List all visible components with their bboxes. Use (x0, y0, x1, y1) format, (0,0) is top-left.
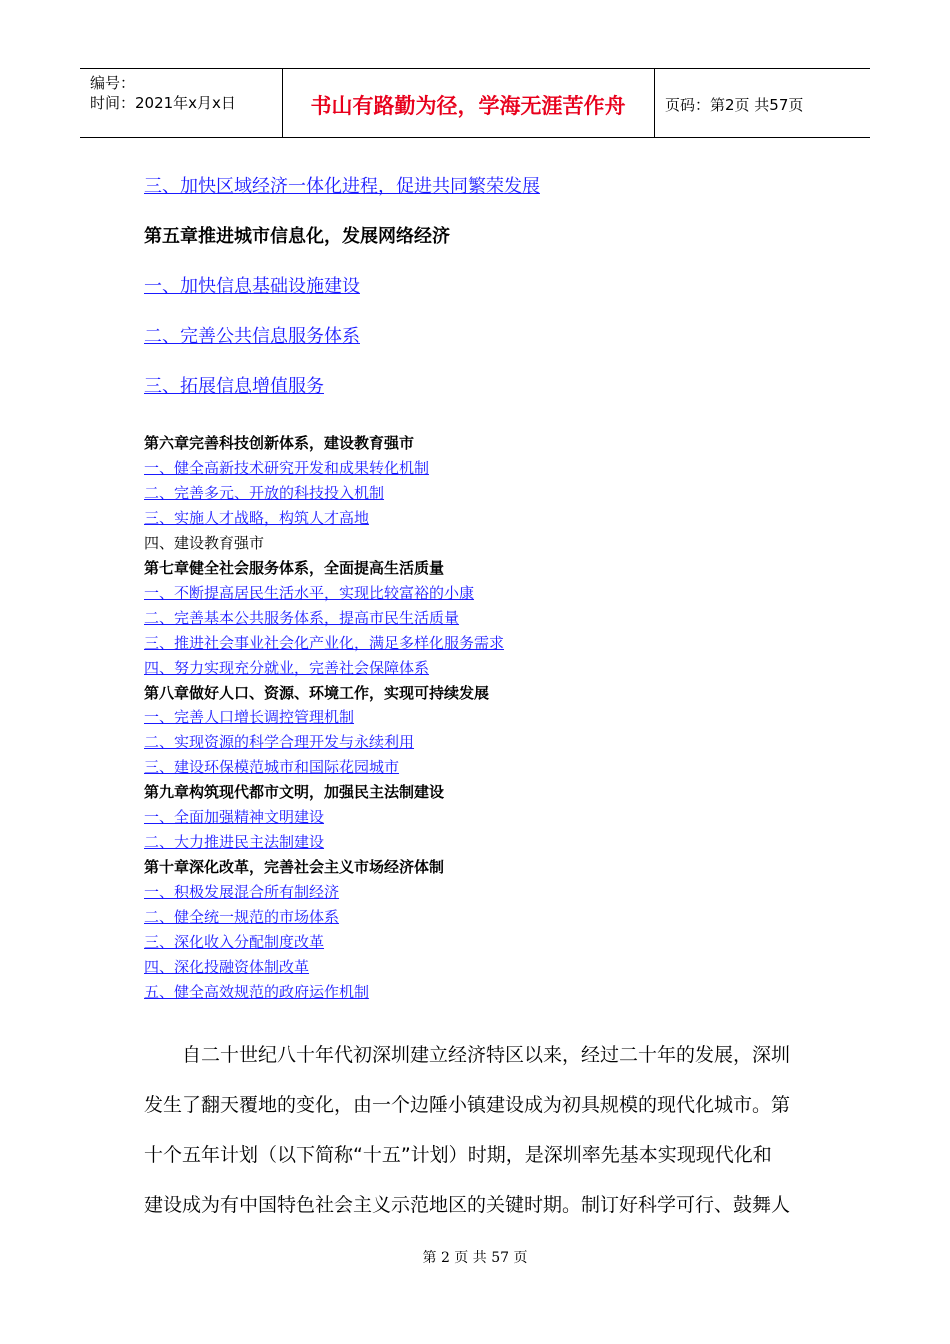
toc-chapter-heading: 第七章健全社会服务体系，全面提高生活质量 (144, 558, 445, 577)
toc-link[interactable]: 三、深化收入分配制度改革 (144, 933, 325, 951)
motto-text: 书山有路勤为径，学海无涯苦作舟 (310, 93, 626, 118)
toc-link[interactable]: 三、实施人才战略，构筑人才高地 (144, 508, 370, 527)
toc-link[interactable]: 一、加快信息基础设施建设 (144, 276, 360, 297)
serial-label: 编号： (90, 74, 136, 92)
toc-link[interactable]: 三、推进社会事业社会化产业化，满足多样化服务需求 (144, 633, 505, 652)
page-footer: 第 2 页 共 57 页 (422, 1250, 528, 1266)
header-meta-cell (80, 69, 283, 137)
toc-link[interactable]: 二、健全统一规范的市场体系 (144, 908, 340, 927)
paragraph-line: 建设成为有中国特色社会主义示范地区的关键时期。制订好科学可行、鼓舞人 (144, 1194, 791, 1216)
toc-link[interactable]: 四、努力实现充分就业，完善社会保障体系 (144, 658, 430, 677)
toc-link[interactable]: 二、完善基本公共服务体系，提高市民生活质量 (144, 608, 460, 627)
toc-link[interactable]: 四、深化投融资体制改革 (144, 957, 310, 976)
page-header (80, 68, 870, 138)
toc-link[interactable]: 二、完善公共信息服务体系 (144, 326, 360, 347)
time-label: 时间：2021年x月x日 (90, 94, 236, 112)
header-page-cell (655, 69, 870, 137)
toc-chapter-heading: 第十章深化改革，完善社会主义市场经济体制 (144, 858, 445, 877)
toc-chapter-heading: 第八章做好人口、资源、环境工作，实现可持续发展 (144, 683, 490, 702)
toc-link[interactable]: 一、完善人口增长调控管理机制 (144, 708, 355, 727)
page-code: 页码：第2页 共57页 (665, 96, 804, 114)
paragraph-line: 十个五年计划（以下简称“十五”计划）时期，是深圳率先基本实现现代化和 (144, 1144, 772, 1166)
toc-link[interactable]: 二、大力推进民主法制建设 (144, 833, 325, 852)
toc-link[interactable]: 一、健全高新技术研究开发和成果转化机制 (144, 458, 430, 477)
toc-link[interactable]: 五、健全高效规范的政府运作机制 (144, 982, 370, 1001)
toc-link[interactable]: 三、拓展信息增值服务 (144, 376, 324, 397)
paragraph-line: 自二十世纪八十年代初深圳建立经济特区以来，经过二十年的发展，深圳 (182, 1044, 791, 1066)
toc-link[interactable]: 二、完善多元、开放的科技投入机制 (144, 483, 385, 502)
paragraph-line: 发生了翻天覆地的变化，由一个边陲小镇建设成为初具规模的现代化城市。第 (144, 1094, 791, 1116)
toc-chapter-heading: 第五章推进城市信息化，发展网络经济 (144, 226, 450, 247)
toc-item: 四、建设教育强市 (144, 533, 265, 552)
header-motto-cell (282, 69, 655, 137)
toc-link[interactable]: 三、建设环保模范城市和国际花园城市 (144, 758, 400, 777)
toc-chapter-heading: 第九章构筑现代都市文明，加强民主法制建设 (144, 783, 445, 802)
toc-link[interactable]: 一、全面加强精神文明建设 (144, 808, 325, 827)
toc-chapter-heading: 第六章完善科技创新体系，建设教育强市 (144, 434, 415, 452)
toc-link[interactable]: 一、不断提高居民生活水平，实现比较富裕的小康 (144, 583, 475, 602)
toc-link[interactable]: 三、加快区域经济一体化进程，促进共同繁荣发展 (144, 176, 540, 197)
toc-link[interactable]: 二、实现资源的科学合理开发与永续利用 (144, 733, 415, 752)
toc-link[interactable]: 一、积极发展混合所有制经济 (144, 883, 340, 902)
